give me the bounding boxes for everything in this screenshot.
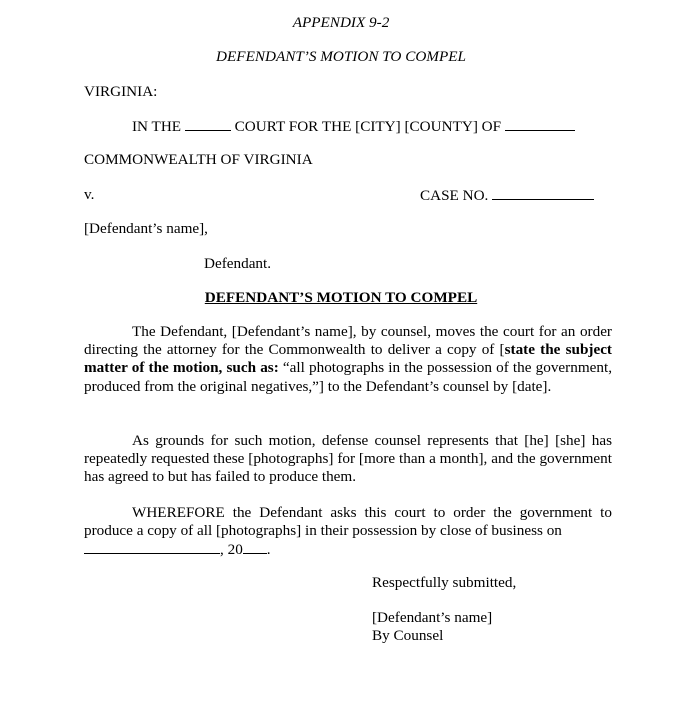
year-prefix: , 20: [220, 541, 243, 559]
case-number-line: [420, 186, 594, 205]
defendant-label: Defendant.: [204, 255, 272, 272]
case-number-blank: [492, 186, 594, 200]
court-middle: COURT FOR THE [CITY] [COUNTY] OF: [234, 118, 502, 135]
versus-label: v.: [84, 186, 95, 203]
paragraph-request-bold: state the subject matter of the motion, such as:: [84, 341, 612, 377]
defendant-name: [Defendant’s name],: [84, 220, 208, 237]
state-label: VIRGINIA:: [84, 83, 158, 100]
paragraph-wherefore-text: WHEREFORE the Defendant asks this court to order the government to produce a copy of all [photographs] in their possession by close of business on: [84, 504, 612, 540]
signature-by: By Counsel: [372, 627, 444, 644]
appendix-label: APPENDIX 9-2: [292, 14, 390, 31]
signature-name: [Defendant’s name]: [372, 609, 493, 626]
date-blank: [84, 540, 220, 554]
paragraph-grounds: As grounds for such motion, defense counsel represents that [he] [she] has repeatedly requested these [photographs] for [more than a month], and the government has agreed to but has failed to produce them.: [84, 432, 612, 486]
plaintiff-name: COMMONWEALTH OF VIRGINIA: [84, 151, 313, 168]
year-blank: [243, 540, 267, 554]
court-line: [132, 117, 575, 136]
paragraph-request-text-a: The Defendant, [Defendant’s name], by counsel, moves the court for an order directing the attorney for the Commonwealth to deliver a copy of [: [84, 323, 612, 359]
closing-line: Respectfully submitted,: [372, 574, 517, 591]
case-no-label: CASE NO.: [420, 187, 489, 204]
locality-blank: [505, 117, 575, 131]
court-name-blank: [185, 117, 231, 131]
paragraph-wherefore: [84, 504, 612, 560]
court-prefix: IN THE: [132, 118, 182, 135]
year-period: .: [266, 541, 271, 559]
paragraph-request: [84, 323, 612, 396]
paragraph-request-text-b: “all photographs in the possession of the government, produced from the original negatives,”] to the Defendant’s counsel by [date].: [84, 359, 612, 395]
document-title: DEFENDANT’S MOTION TO COMPEL: [216, 48, 466, 65]
motion-heading: DEFENDANT’S MOTION TO COMPEL: [204, 289, 478, 306]
